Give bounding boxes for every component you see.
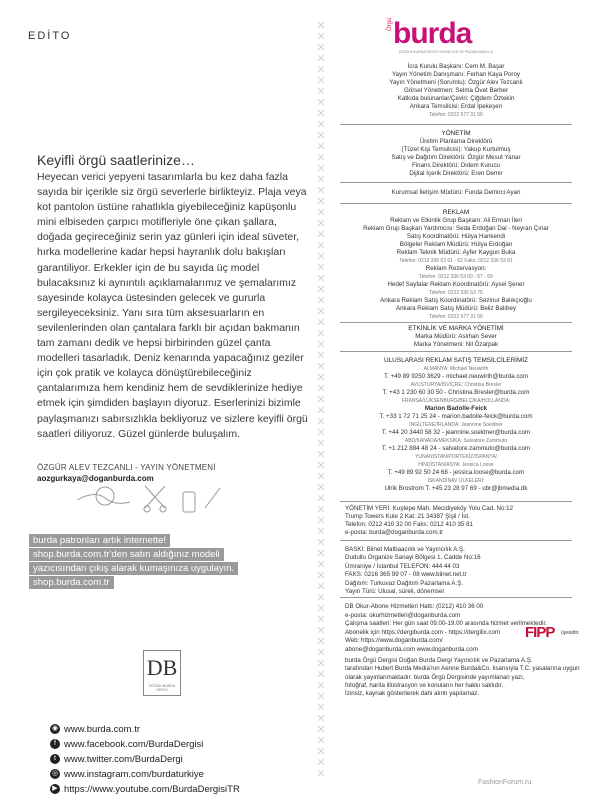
stitch-mark — [318, 77, 324, 83]
stitch-mark — [318, 319, 324, 325]
stitch-mark — [318, 44, 324, 50]
logo-wordmark: burda — [393, 17, 472, 50]
stitch-mark — [318, 462, 324, 468]
stitch-mark — [318, 176, 324, 182]
block4-line: Hedef Sayfalar Reklam Koordinatörü: Aysel Şener — [387, 281, 525, 288]
instagram-icon: ◎ — [51, 770, 59, 778]
stitch-mark — [318, 495, 324, 501]
stitch-mark — [318, 484, 324, 490]
stitch-mark — [318, 187, 324, 193]
block9-line: Abonelik için https://dergiburda.com - https://dergilix.com — [345, 628, 501, 636]
stitch-divider — [318, 22, 324, 777]
block7-line: Telefon: 0212 410 32 00 Faks: 0212 410 35 81 — [345, 521, 473, 528]
stitch-mark — [318, 418, 324, 424]
stitch-mark — [318, 440, 324, 446]
block8-line: Dudullu Organize Sanayi Bölgesi 1. Cadde No:16 — [345, 554, 481, 562]
stitch-mark — [318, 671, 324, 677]
stitch-mark — [318, 88, 324, 94]
block6-line: Marion Badolle-Feick — [424, 405, 488, 412]
stitch-mark — [318, 154, 324, 160]
social-link[interactable]: ▶ https://www.youtube.com/BurdaDergisiTR — [50, 783, 240, 797]
social-link[interactable]: ◉ www.burda.com.tr — [51, 724, 141, 735]
block7-line: e-posta: burda@doganburda.com.tr — [345, 529, 444, 536]
block4-line: Ankara Reklam Satış Müdürü: Beliz Balıbey — [395, 305, 517, 312]
block4-line: Reklam Rezervasyon: — [425, 265, 487, 272]
section-divider — [340, 540, 572, 541]
block2-line: (Tüzel Kişi Temsilcisi): Yakup Kurtulmuş — [401, 146, 511, 153]
social-link[interactable]: ◎ www.instagram.com/burdaturkiye — [51, 769, 204, 780]
stitch-mark — [318, 517, 324, 523]
db-monogram: DB — [146, 655, 178, 680]
block9-line: Çalışma saatleri: Her gün saat 09.00-19.00 arasında hizmet verilmektedir. — [345, 620, 547, 628]
stitch-mark — [318, 451, 324, 457]
doganburda-logo — [143, 650, 181, 696]
block6-line: T. +49 89 9250 3629 - michael.neuwirth@burda.com — [383, 373, 529, 380]
social-link[interactable]: t www.twitter.com/BurdaDergi — [50, 753, 183, 767]
stitch-mark — [318, 572, 324, 578]
block1-line: Telefon: 0312 577 31 56 — [429, 112, 483, 118]
block9-line: abone@doganburda.com www.doganburda.com — [345, 646, 478, 653]
block4-line: Reklam Grup Başkan Yardımcısı: Seda Erdoğan Dal - Neyran Çınar — [363, 225, 549, 232]
stitch-mark — [318, 286, 324, 292]
logo-small-text: Örgü — [387, 17, 393, 31]
block4-line: Telefon: 0212 336 53 75 — [429, 290, 483, 296]
twitter-icon: t — [50, 754, 60, 764]
stitch-mark — [318, 473, 324, 479]
block9-line: Web: https://www.doganburda.com/ — [345, 637, 443, 645]
block1-line: Yayın Yönetmeni (Sorumlu): Özgür Alev Tezcanlı — [389, 79, 523, 86]
block2-line: Finans Direktörü: Didem Kurucu — [411, 162, 501, 169]
thread-spool-icon — [183, 492, 195, 512]
block9-line: DB Okur-Abone Hizmetleri Hattı: (0212) 410 36 00 — [345, 603, 484, 610]
block1-line: İcra Kurulu Başkanı: Cem M. Başar — [407, 63, 505, 70]
stitch-mark — [318, 143, 324, 149]
stitch-mark — [318, 121, 324, 127]
block5-line: Marka Yönetmeni: Nil Özarpak — [413, 341, 499, 348]
stitch-mark — [318, 132, 324, 138]
facebook-icon: f — [50, 739, 60, 749]
stitch-mark — [318, 627, 324, 633]
stitch-mark — [318, 330, 324, 336]
block2-line: Satış ve Dağıtım Direktörü: Özgür Mesut Yanar — [391, 154, 521, 161]
stitch-mark — [318, 726, 324, 732]
block7-line: YÖNETİM YERİ: Kuştepe Mah. Mecidiyeköy Yolu Cad. No:12 — [345, 505, 514, 512]
block2-line: YÖNETİM — [441, 130, 471, 137]
watermark: FashionForum.ru — [478, 779, 532, 786]
stitch-mark — [318, 638, 324, 644]
needle-icon — [205, 488, 220, 508]
fipp-logo: FIPP — [525, 624, 555, 641]
section-divider — [340, 182, 572, 183]
stitch-mark — [318, 770, 324, 776]
block4-line: Reklam ve Etkinlik Grup Başkanı: Ali Erman İleri — [390, 217, 522, 224]
stitch-mark — [318, 583, 324, 589]
block6-line: ULUSLARASI REKLAM SATIŞ TEMSİLCİLERİMİZ — [384, 357, 528, 364]
logo-tagline: DOĞAN BURDA DERGİ YAYINCILIK VE PAZARLAMA A.Ş. — [399, 50, 494, 54]
block1-line: Katkıda bulunanlar/Çeviri: Çiğdem Öztekin — [397, 95, 515, 102]
block4-line: Satış Koordinatörü: Hülya Hankendi — [406, 233, 506, 240]
stitch-mark — [318, 341, 324, 347]
stitch-mark — [318, 66, 324, 72]
block8-line: Ümraniye / İstanbul TELEFON: 444 44 03 — [345, 562, 460, 570]
stitch-mark — [318, 407, 324, 413]
block2-line: Üretim Planlama Direktörü — [419, 138, 493, 145]
stitch-mark — [318, 165, 324, 171]
stitch-mark — [318, 275, 324, 281]
block5-line: Marka Müdürü: Aslıhan Sever — [415, 333, 497, 340]
promo-line: shop.burda.com.tr'den satın aldığınız modeli — [29, 548, 224, 561]
stitch-mark — [318, 363, 324, 369]
block6-line: ALMANYA: Michael Neuwirth — [423, 366, 489, 372]
stitch-mark — [318, 55, 324, 61]
stitch-mark — [318, 561, 324, 567]
db-caption: DOĞAN BURDA DERGİ — [148, 684, 176, 692]
stitch-mark — [318, 649, 324, 655]
footer-line: tarafından Hubert Burda Media'nın Aenne Burda&Co. lisansıyla T.C. yasalarına uygun — [345, 665, 580, 673]
promo-line: yazıcısından çıkış alarak kumaşınıza uygulayın. — [29, 562, 238, 575]
section-divider — [340, 501, 572, 502]
stitch-mark — [318, 374, 324, 380]
section-divider — [340, 322, 572, 323]
stitch-mark — [318, 308, 324, 314]
youtube-icon: ▶ — [50, 784, 60, 794]
signature-email: aozgurkaya@doganburda.com — [37, 474, 154, 483]
block6-line: T. +43 1 230 60 30 50 - Christina.Bresler@burda.com — [382, 389, 530, 396]
stitch-mark — [318, 429, 324, 435]
block2-line: Dijital İçerik Direktörü: Eren Demir — [409, 170, 503, 177]
block6-line: HİNDİSTAN/ASYA: Jessica Loose — [418, 462, 494, 468]
stitch-mark — [318, 616, 324, 622]
block4-line: Bölgeler Reklam Müdürü: Hülya Erdoğan — [399, 241, 513, 248]
globe-icon: ◉ — [51, 725, 59, 733]
stitch-mark — [318, 253, 324, 259]
block6-line: T. +49 89 92 50 24 68 - jessica.loose@burda.com — [387, 469, 525, 476]
section-divider — [340, 203, 572, 204]
signature-name: ÖZGÜR ALEV TEZCANLI - YAYIN YÖNETMENİ — [37, 463, 216, 472]
stitch-mark — [318, 352, 324, 358]
editorial-headline: Keyifli örgü saatlerinize… — [37, 152, 195, 168]
stitch-mark — [318, 682, 324, 688]
block6-line: FRANSA/LÜKSENBURG/BELÇİKA/HOLLANDA: — [401, 398, 511, 404]
stitch-mark — [318, 198, 324, 204]
stitch-mark — [318, 264, 324, 270]
footer-line: fotoğraf, harita illüstrasyon ve konuların her hakkı saklıdır. — [345, 681, 504, 689]
block6-line: İNGİLTERE/İRLANDA: Jeannine Soeldner — [409, 422, 503, 428]
fipp-label: üyesidir. — [561, 630, 580, 636]
stitch-mark — [318, 220, 324, 226]
block6-line: İSKANDİNAV ÜLKELERİ: — [427, 478, 485, 484]
stitch-mark — [318, 715, 324, 721]
footer-line: İzinsiz, kaynak gösterilerek dahi alıntı yapılamaz. — [345, 690, 480, 698]
stitch-mark — [318, 209, 324, 215]
sewing-tools-illustration — [75, 478, 225, 518]
scissors-icon — [145, 486, 165, 508]
block1-line: Görsel Yönetmen: Selma Övet Berber — [403, 87, 509, 94]
block4-line: Telefon: 0212 336 53 61 - 62 Faks: 0212 336 53 91 — [399, 258, 513, 264]
stitch-mark — [318, 737, 324, 743]
block8-line: FAKS: 0216 365 99 07 - 08 www.bilnet.net.tr — [345, 571, 467, 579]
editorial-body: Heyecan verici yepyeni tasarımlarla bu kez daha fazla sayıda bir içerikle siz örgü severlerle birlikteyiz. Plaja veya kot pantolon üstüne rahatlıkla giyebileceğiniz kapüşonlu mini elbiseden çarpıcı motifleriyle öne çıkan şallara, doğada geçireceğiniz serin yaz günleri için ideal süveter, hırka modellerine kadar hepsi hayranlık dolu bakışları garantiliyor. Erkekler için de bu sayıda üç model bulacaksınız ki aynıntılı açıklamalarımız ve şemalarımız sayesinde kolayca üstesinden gelecek ve gururla sergileyeceksiniz. Yanı sıra tüm aksesuarların en sevilenlerinden olan çantalara farklı bir açıdan bakmanın tam zamanı dedik ve hepsi birbirinden güzel çanta modelleri tasarladık. Deniz kenarında yapacağınız geziler için çok pratik ve kolayca dönüştürebileceğiniz çantalarımıza hem kendiniz hem de sevdiklerinize hediye etmek için şimdiden başlayın diyoruz. Eserlerinizi bizimle paylaşmanızı sabırsızlıkla bekliyoruz ve sizlere keyifli örgü saatleri diliyoruz. Güzel günlerde buluşalım. — [37, 171, 308, 440]
tape-measure-icon — [96, 487, 114, 505]
block6-line: YUNANİSTAN/PORTEKİZ/İSPANYA/ — [415, 454, 497, 460]
promo-line: burda patronları artık internette! — [29, 534, 170, 547]
yarn-line-icon — [77, 494, 130, 503]
block6-line: T. +33 1 72 71 25 24 - marion.badolle-feick@burda.com — [379, 413, 533, 420]
block8-line: Yayın Türü: Ulusal, süreli, dönemsel — [345, 588, 444, 595]
stitch-mark — [318, 759, 324, 765]
block6-line: AVUSTURYA/İSVİÇRE: Christina Bresler — [410, 382, 502, 388]
footer-line: burda Örgü Dergisi Doğan Burda Dergi Yayıncılık ve Pazarlama A.Ş. — [345, 657, 533, 664]
block1-line: Ankara Temsilcisi: Erdal İpekeşen — [409, 103, 503, 110]
stitch-mark — [318, 704, 324, 710]
block3-line: Kurumsal İletişim Müdürü: Funda Demirci Ayan — [391, 189, 521, 196]
block8-line: Dağıtım: Turkuvaz Dağıtım Pazarlama A.Ş. — [345, 579, 463, 587]
stitch-mark — [318, 33, 324, 39]
section-divider — [340, 124, 572, 125]
stitch-mark — [318, 605, 324, 611]
block1-line: Yayın Yönetim Danışmanı: Ferhan Kaya Poroy — [391, 71, 521, 78]
stitch-mark — [318, 550, 324, 556]
stitch-mark — [318, 594, 324, 600]
stitch-mark — [318, 297, 324, 303]
stitch-mark — [318, 99, 324, 105]
section-divider — [340, 351, 572, 352]
block4-line: Telefon: 0312 577 31 56 — [429, 314, 483, 320]
stitch-mark — [318, 748, 324, 754]
block4-line: Reklam Teknik Müdürü: Ayfer Kaygun Buka — [396, 249, 516, 256]
stitch-mark — [318, 506, 324, 512]
stitch-mark — [318, 242, 324, 248]
block6-line: Ulrik Brostrom T. +45 23 28 97 69 - ubr@jbmedia.dk — [384, 485, 528, 492]
block6-line: ABD/KANADA/MEKSİKA: Salvatore Zammuto — [404, 438, 508, 444]
stitch-mark — [318, 528, 324, 534]
stitch-mark — [318, 660, 324, 666]
section-label: EDİTO — [28, 30, 72, 42]
block4-line: REKLAM — [442, 209, 470, 216]
block8-line: BASKI: Bilnet Matbaacılık ve Yayıncılık A.Ş. — [345, 546, 465, 553]
footer-line: olarak yayınlanmaktadır. burda Örgü Dergisinde yayımlanan yazı, — [345, 673, 525, 681]
block6-line: T. +1 212 884 48 24 - salvatore.zammuto@burda.com — [381, 445, 531, 452]
stitch-mark — [318, 110, 324, 116]
promo-link[interactable]: shop.burda.com.tr — [29, 576, 114, 589]
block6-line: T. +44 20 3440 58 32 - jeannine.soeldner@burda.com — [381, 429, 531, 436]
social-link[interactable]: f www.facebook.com/BurdaDergisi — [50, 738, 203, 752]
block5-line: ETKİNLİK VE MARKA YÖNETİMİ — [408, 325, 504, 332]
stitch-mark — [318, 22, 324, 28]
stitch-mark — [318, 693, 324, 699]
block4-line: Telefon: 0212 336 53 00 - 57 - 59 — [419, 274, 493, 280]
stitch-mark — [318, 539, 324, 545]
stitch-mark — [318, 231, 324, 237]
section-divider — [340, 597, 572, 598]
stitch-mark — [318, 385, 324, 391]
stitch-mark — [318, 396, 324, 402]
block9-line: e-posta: okurhizmetleri@doganburda.com — [345, 611, 461, 619]
block7-line: Trump Towers Kule 2 Kat: 21 34387 Şişli / İst. — [345, 513, 470, 520]
block4-line: Ankara Reklam Satış Koordinatörü: Sezinur Balıkçıoğlu — [380, 297, 532, 304]
